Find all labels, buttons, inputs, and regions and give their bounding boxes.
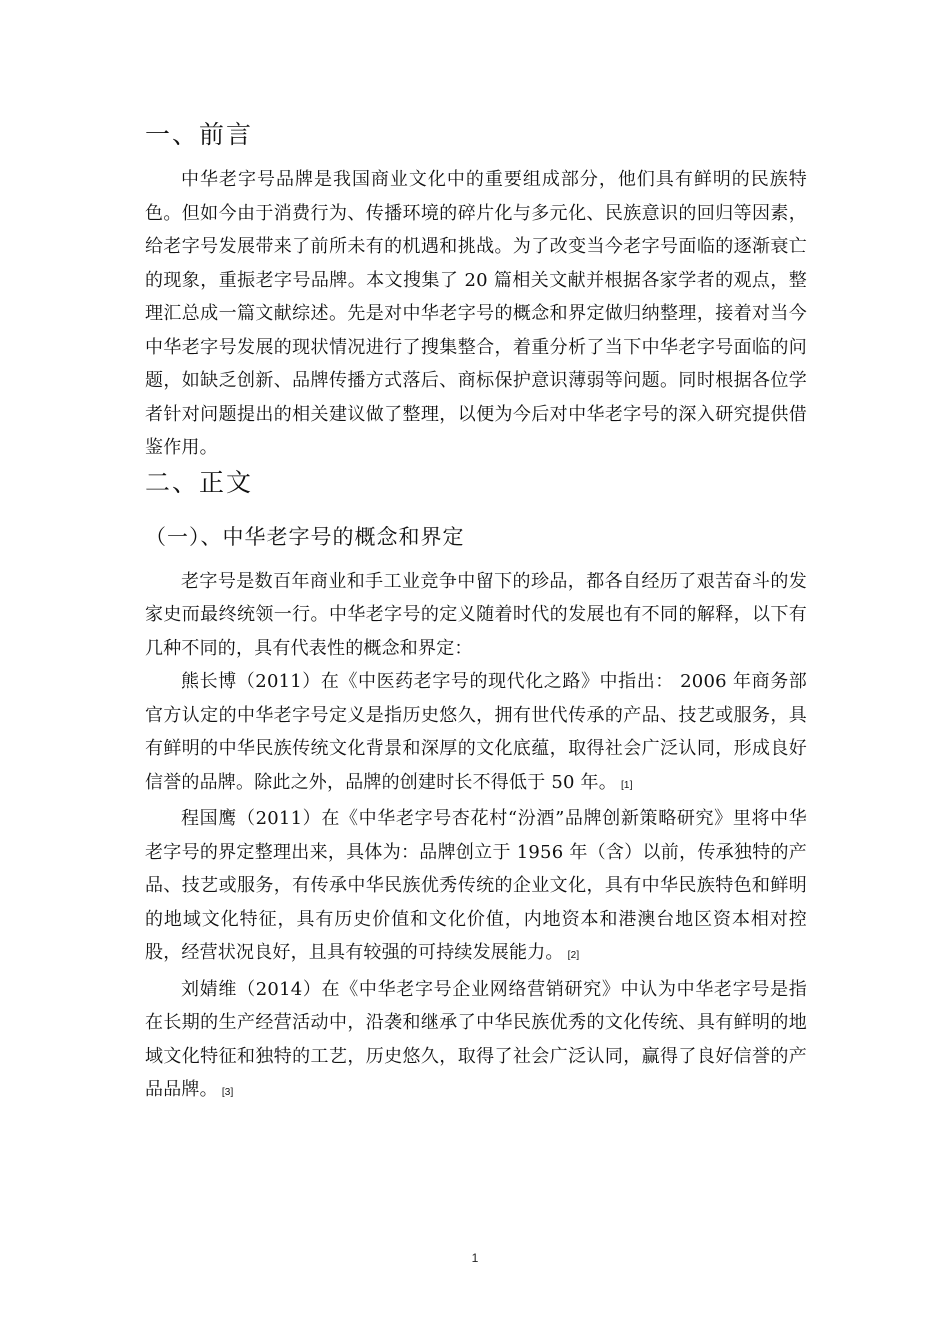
section-heading-body: 二、正文 — [145, 467, 254, 497]
body-paragraph — [145, 973, 807, 1110]
body-paragraph — [145, 665, 807, 802]
body-paragraph — [145, 565, 807, 666]
paragraph-text: 老字号是数百年商业和手工业竞争中留下的珍品，都各自经历了艰苦奋斗的发家史而最终统领一行。中华老字号的定义随着时代的发展也有不同的解释，以下有几种不同的，具有代表性的概念和界定： — [145, 570, 807, 659]
preface-paragraph: 中华老字号品牌是我国商业文化中的重要组成部分，他们具有鲜明的民族特色。但如今由于消费行为、传播环境的碎片化与多元化、民族意识的回归等因素，给老字号发展带来了前所未有的机遇和挑战。为了改变当今老字号面临的逐渐衰亡的现象，重振老字号品牌。本文搜集了 20 篇相关文献并根据各家学者的观点，整理汇总成一篇文献综述。先是对中华老字号的概念和界定做归纳整理，接着对当今中华老字号发展的现状情况进行了搜集整合，着重分析了当下中华老字号面临的问题，如缺乏创新、品牌传播方式落后、商标保护意识薄弱等问题。同时根据各位学者针对问题提出的相关建议做了整理，以便为今后对中华老字号的深入研究提供借鉴作用。 — [145, 169, 807, 458]
subsection-heading-concept: （一）、中华老字号的概念和界定 — [145, 524, 465, 549]
page-number: 1 — [471, 1251, 479, 1265]
paragraph-text: 熊长博（2011）在《中医药老字号的现代化之路》中指出： 2006 年商务部官方认定的中华老字号定义是指历史悠久，拥有世代传承的产品、技艺或服务，具有鲜明的中华民族传统文化背景和深厚的文化底蕴，取得社会广泛认同，形成良好信誉的品牌。除此之外，品牌的创建时长不得低于 50 年。 — [145, 671, 807, 793]
citation-marker: [3] — [221, 1087, 234, 1098]
paragraph-text: 刘婧维（2014）在《中华老字号企业网络营销研究》中认为中华老字号是指在长期的生产经营活动中，沿袭和继承了中华民族优秀的文化传统、具有鲜明的地域文化特征和独特的工艺，历史悠久，取得了社会广泛认同，赢得了良好信誉的产品品牌。 — [145, 978, 807, 1100]
citation-marker: [1] — [620, 779, 633, 791]
paragraph-text: 程国鹰（2011）在《中华老字号杏花村“汾酒”品牌创新策略研究》里将中华老字号的界定整理出来，具体为：品牌创立于 1956 年（含）以前，传承独特的产品、技艺或服务，有传承中华民族优秀传统的企业文化，具有中华民族特色和鲜明的地域文化特征，具有历史价值和文化价值，内地资本和港澳台地区资本相对控股，经营状况良好，且具有较强的可持续发展能力。 — [145, 808, 807, 963]
document-page — [145, 108, 807, 1110]
body-paragraph — [145, 802, 807, 973]
citation-marker: [2] — [567, 950, 580, 961]
section-heading-preface: 一、前言 — [145, 120, 254, 149]
